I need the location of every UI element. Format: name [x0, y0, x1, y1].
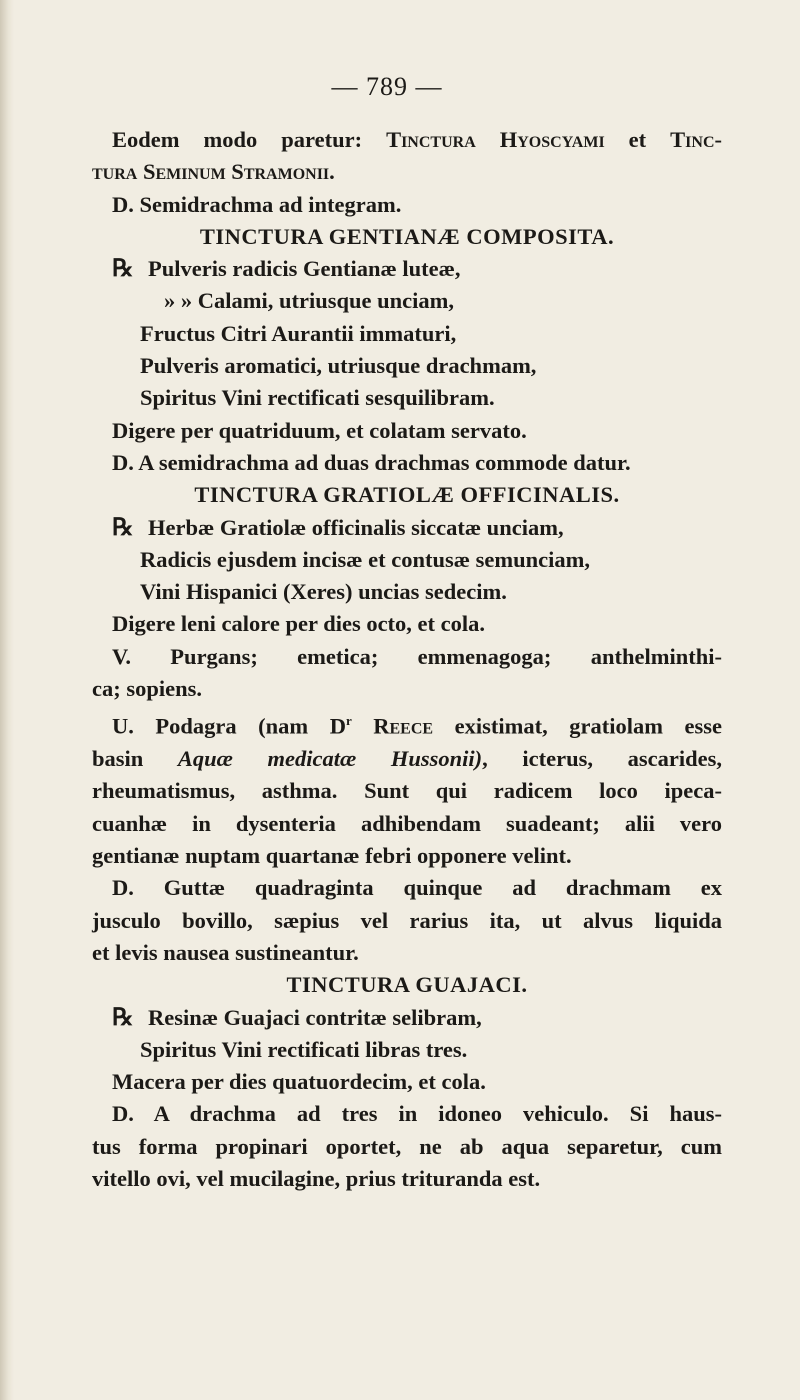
usus-line-2: basin Aquæ medicatæ Hussonii), icterus, ascarides, [92, 746, 722, 772]
tinctura-hyoscyami: Tinctura Hyoscyami [386, 127, 605, 152]
book-page [92, 72, 722, 1195]
virtues-line-2: ca; sopiens. [92, 676, 203, 702]
heading-tinctura-gratiolae: TINCTURA GRATIOLÆ OFFICINALIS. [194, 482, 620, 508]
recipe-2-line-3: Vini Hispanici (Xeres) uncias sedecim. [140, 579, 507, 605]
recipe-symbol-icon: ℞ [112, 514, 134, 541]
recipe-1-line-3: Fructus Citri Aurantii immaturi, [140, 320, 457, 346]
usus-line-4: cuanhæ in dysenteria adhibendam suadeant; alii vero [92, 810, 722, 836]
instruction-2: Digere leni calore per dies octo, et cola. [112, 611, 486, 637]
virtues-line-1: V. Purgans; emetica; emmenagoga; anthelminthi- [112, 643, 722, 669]
intro-line-2: tura Seminum Stramonii. [92, 159, 335, 185]
instruction-1: Digere per quatriduum, et colatam servato. [112, 417, 527, 443]
recipe-1-line-1: ℞ Pulveris radicis Gentianæ luteæ, [92, 253, 722, 285]
recipe-3-line-2: Spiritus Vini rectificati libras tres. [140, 1036, 468, 1062]
dose-3-line-2: jusculo bovillo, sæpius vel rarius ita, ut alvus liquida [92, 907, 722, 933]
intro-line-1: Eodem modo paretur: Tinctura Hyoscyami et Tinc- [112, 127, 723, 152]
usus-line-1: U. Podagra (nam $D^r$ Reece existimat, gratiolam esse [112, 713, 722, 739]
recipe-2-line-1: ℞ Herbæ Gratiolæ officinalis siccatæ unciam, [92, 512, 722, 544]
author-reece: Reece [373, 713, 434, 739]
dose-4-line-1: D. A drachma ad tres in idoneo vehiculo. Si haus- [112, 1101, 722, 1127]
usus-line-5: gentianæ nuptam quartanæ febri opponere velint. [92, 843, 572, 869]
recipe-1-line-4: Pulveris aromatici, utriusque drachmam, [140, 353, 537, 379]
page-binding-shadow [0, 0, 14, 1400]
heading-tinctura-guajaci: TINCTURA GUAJACI. [286, 972, 528, 998]
dose-3-line-3: et levis nausea sustineantur. [92, 939, 359, 965]
heading-tinctura-gentianae: TINCTURA GENTIANÆ COMPOSITA. [199, 223, 615, 249]
recipe-1-line-5: Spiritus Vini rectificati sesquilibram. [140, 385, 495, 411]
dose-4-line-3: vitello ovi, vel mucilagine, prius trituranda est. [92, 1166, 541, 1191]
dose-4-line-2: tus forma propinari oportet, ne ab aqua separetur, cum [92, 1133, 722, 1159]
usus-line-3: rheumatismus, asthma. Sunt qui radicem loco ipeca- [92, 778, 722, 804]
aqua-medicata-title: Aquæ medicatæ Hussonii) [177, 746, 483, 772]
recipe-1-line-2: » » Calami, utriusque unciam, [164, 288, 455, 314]
recipe-3-line-1: ℞ Resinæ Guajaci contritæ selibram, [92, 1002, 722, 1034]
recipe-2-line-2: Radicis ejusdem incisæ et contusæ semunciam, [140, 546, 590, 572]
recipe-symbol-icon: ℞ [112, 1004, 134, 1031]
dose-3-line-1: D. Guttæ quadraginta quinque ad drachmam ex [112, 875, 722, 901]
dose-2: D. A semidrachma ad duas drachmas commode datur. [112, 449, 631, 475]
dose-1: D. Semidrachma ad integram. [112, 191, 402, 217]
recipe-symbol-icon: ℞ [112, 256, 134, 283]
page-number: — 789 — [331, 72, 443, 101]
instruction-3: Macera per dies quatuordecim, et cola. [112, 1069, 486, 1095]
